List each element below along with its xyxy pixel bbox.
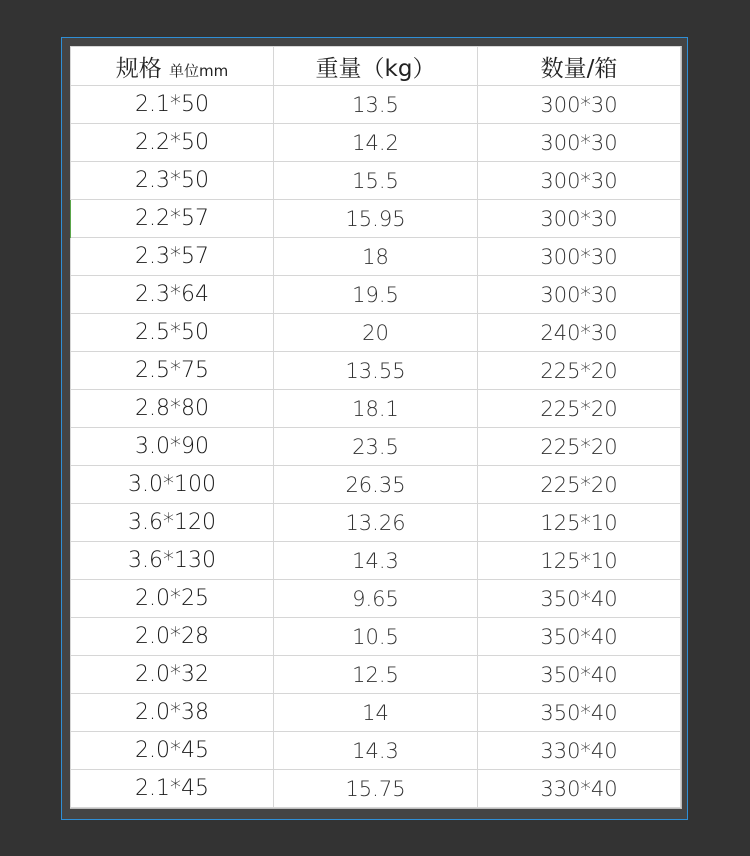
cell-edge-marker — [70, 200, 71, 238]
cell-weight: 10.5 — [274, 618, 478, 656]
table-row — [71, 276, 681, 314]
cell-spec: 2.8*80 — [71, 390, 274, 428]
cell-spec: 2.0*32 — [71, 656, 274, 694]
cell-weight: 23.5 — [274, 428, 478, 466]
cell-weight: 15.95 — [274, 200, 478, 238]
cell-weight: 14 — [274, 694, 478, 732]
cell-weight: 14.2 — [274, 124, 478, 162]
cell-weight: 14.3 — [274, 732, 478, 770]
cell-spec: 2.0*38 — [71, 694, 274, 732]
table-row — [71, 504, 681, 542]
table-row — [71, 694, 681, 732]
header-qty: 数量/箱 — [478, 47, 681, 86]
table-row — [71, 428, 681, 466]
cell-qty: 300*30 — [478, 86, 681, 124]
cell-weight: 26.35 — [274, 466, 478, 504]
table-row — [71, 390, 681, 428]
cell-qty: 350*40 — [478, 580, 681, 618]
table-body — [71, 86, 681, 808]
table-row — [71, 162, 681, 200]
cell-spec: 2.2*50 — [71, 124, 274, 162]
cell-qty: 240*30 — [478, 314, 681, 352]
table-row — [71, 656, 681, 694]
cell-weight: 13.55 — [274, 352, 478, 390]
cell-qty: 125*10 — [478, 504, 681, 542]
cell-spec: 2.1*45 — [71, 770, 274, 808]
cell-spec: 2.1*50 — [71, 86, 274, 124]
cell-qty: 300*30 — [478, 162, 681, 200]
header-weight: 重量（kg） — [274, 47, 478, 86]
cell-qty: 300*30 — [478, 124, 681, 162]
cell-qty: 225*20 — [478, 466, 681, 504]
cell-weight: 15.5 — [274, 162, 478, 200]
cell-qty: 225*20 — [478, 428, 681, 466]
spec-table — [70, 46, 681, 808]
cell-qty: 350*40 — [478, 694, 681, 732]
table-row — [71, 124, 681, 162]
table-row — [71, 580, 681, 618]
cell-spec: 2.3*64 — [71, 276, 274, 314]
cell-spec: 3.6*130 — [71, 542, 274, 580]
cell-spec: 2.5*75 — [71, 352, 274, 390]
cell-qty: 300*30 — [478, 276, 681, 314]
cell-spec: 2.3*50 — [71, 162, 274, 200]
table-row — [71, 314, 681, 352]
cell-spec: 3.0*90 — [71, 428, 274, 466]
cell-weight: 20 — [274, 314, 478, 352]
cell-weight: 13.26 — [274, 504, 478, 542]
table-row — [71, 238, 681, 276]
table-row — [71, 770, 681, 808]
table-row — [71, 352, 681, 390]
cell-qty: 300*30 — [478, 238, 681, 276]
cell-spec: 2.2*57 — [71, 200, 274, 238]
header-spec-label: 规格 — [115, 55, 162, 82]
cell-weight: 18.1 — [274, 390, 478, 428]
table-header-row — [71, 47, 681, 86]
header-spec — [71, 47, 274, 86]
cell-spec: 3.0*100 — [71, 466, 274, 504]
cell-weight: 15.75 — [274, 770, 478, 808]
cell-weight: 18 — [274, 238, 478, 276]
cell-qty: 330*40 — [478, 770, 681, 808]
cell-qty: 350*40 — [478, 618, 681, 656]
cell-spec: 3.6*120 — [71, 504, 274, 542]
table-row — [71, 542, 681, 580]
cell-spec: 2.5*50 — [71, 314, 274, 352]
table-row — [71, 618, 681, 656]
cell-qty: 125*10 — [478, 542, 681, 580]
table-row — [71, 732, 681, 770]
table-row — [71, 86, 681, 124]
cell-spec: 2.0*25 — [71, 580, 274, 618]
table-row — [71, 466, 681, 504]
cell-weight: 12.5 — [274, 656, 478, 694]
cell-weight: 14.3 — [274, 542, 478, 580]
cell-spec: 2.0*28 — [71, 618, 274, 656]
cell-spec: 2.3*57 — [71, 238, 274, 276]
spec-table-sheet — [70, 46, 682, 809]
cell-spec: 2.0*45 — [71, 732, 274, 770]
cell-qty: 225*20 — [478, 352, 681, 390]
cell-weight: 9.65 — [274, 580, 478, 618]
cell-qty: 225*20 — [478, 390, 681, 428]
cell-qty: 350*40 — [478, 656, 681, 694]
cell-qty: 330*40 — [478, 732, 681, 770]
table-row — [71, 200, 681, 238]
cell-weight: 19.5 — [274, 276, 478, 314]
cell-weight: 13.5 — [274, 86, 478, 124]
header-spec-unit: 单位mm — [169, 61, 229, 80]
cell-qty: 300*30 — [478, 200, 681, 238]
